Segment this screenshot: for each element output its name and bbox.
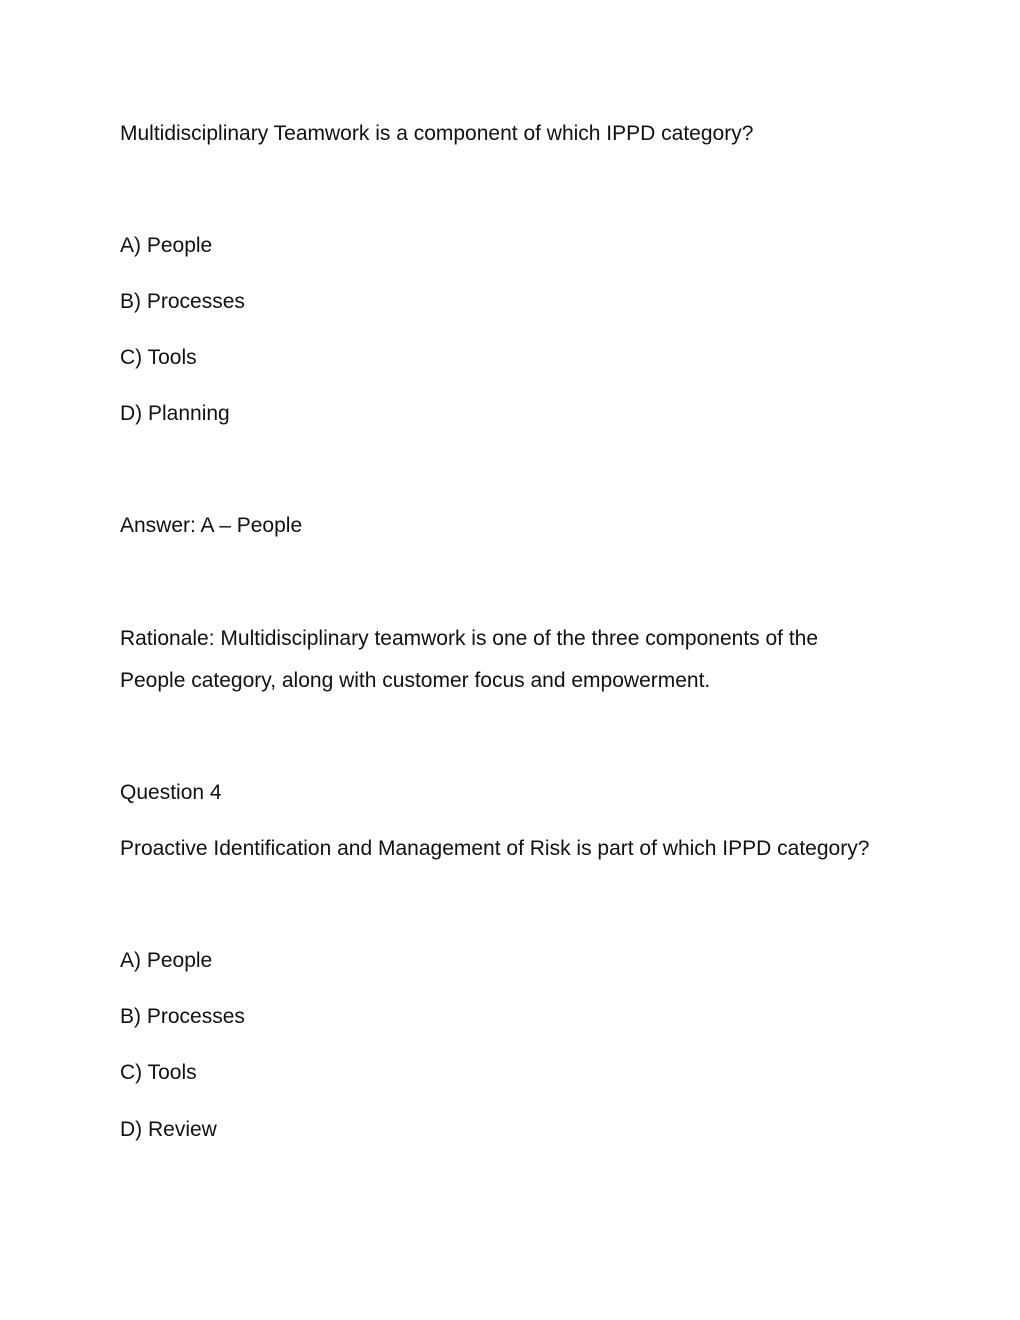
q3-rationale-line-1: Rationale: Multidisciplinary teamwork is one of the three components of the: [120, 627, 819, 650]
q3-rationale-line-2: People category, along with customer focus and empowerment.: [120, 669, 711, 692]
q3-option-c: C) Tools: [120, 346, 197, 369]
question-3-text: Multidisciplinary Teamwork is a component of which IPPD category?: [120, 122, 754, 145]
q4-option-a: A) People: [120, 949, 213, 972]
q4-option-d: D) Review: [120, 1118, 217, 1141]
question-4-heading: Question 4: [120, 781, 222, 804]
q3-option-b: B) Processes: [120, 290, 245, 313]
q3-answer: Answer: A – People: [120, 514, 303, 537]
q4-option-b: B) Processes: [120, 1005, 245, 1028]
q3-option-a: A) People: [120, 234, 213, 257]
q3-option-d: D) Planning: [120, 402, 230, 425]
q4-option-c: C) Tools: [120, 1061, 197, 1084]
question-4-text: Proactive Identification and Management of Risk is part of which IPPD category?: [120, 837, 870, 860]
